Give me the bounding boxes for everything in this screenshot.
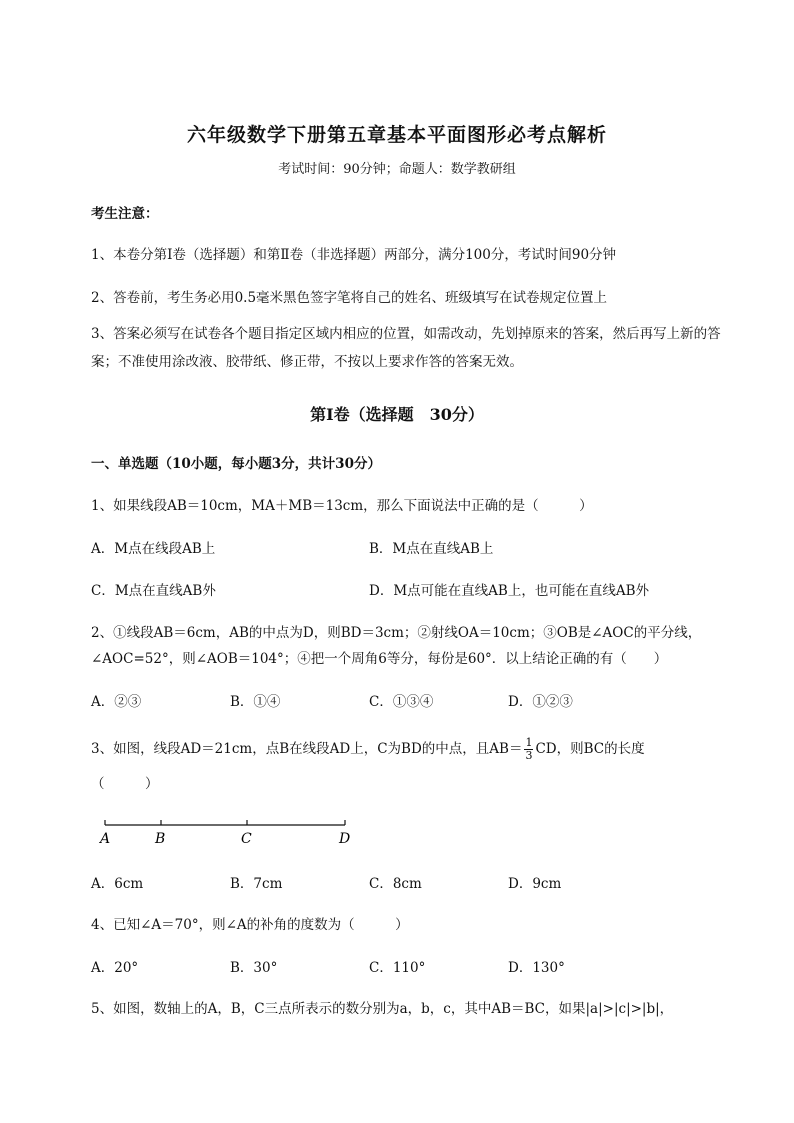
question-4-option-d: D．130° bbox=[508, 960, 565, 976]
question-3-option-a: A．6cm bbox=[91, 876, 144, 892]
question-4-stem: 4、已知∠A＝70°，则∠A的补角的度数为（ ） bbox=[91, 917, 409, 933]
question-1-option-d: D．M点可能在直线AB上，也可能在直线AB外 bbox=[369, 583, 649, 599]
question-1-option-c: C．M点在直线AB外 bbox=[91, 583, 216, 599]
segment-diagram bbox=[95, 815, 365, 850]
notice-item-2: 2、答卷前，考生务必用0.5毫米黑色签字笔将自己的姓名、班级填写在试卷规定位置上 bbox=[91, 290, 608, 306]
question-2-line-1: 2、①线段AB＝6cm，AB的中点为D，则BD＝3cm；②射线OA＝10cm；③OB是∠AOC的平分线， bbox=[91, 625, 702, 641]
question-2-option-d: D．①②③ bbox=[508, 694, 573, 710]
fraction-denominator: 3 bbox=[525, 749, 533, 762]
notice-item-3: 3、答案必须写在试卷各个题目指定区域内相应的位置，如需改动，先划掉原来的答案，然后再写上新的答案；不准使用涂改液、胶带纸、修正带，不按以上要求作答的答案无效。 bbox=[91, 326, 721, 370]
exam-info: 考试时间：90分钟；命题人：数学教研组 bbox=[278, 162, 516, 177]
notice-heading: 考生注意： bbox=[91, 206, 159, 222]
question-3-line-1 bbox=[91, 737, 645, 762]
question-3-option-b: B．7cm bbox=[230, 876, 283, 892]
question-2-line-2: ∠AOC=52°，则∠AOB＝104°；④把一个周角6等分，每份是60°．以上结论正确的有（ ） bbox=[91, 651, 668, 667]
part-heading: 一、单选题（10小题，每小题3分，共计30分） bbox=[91, 456, 381, 472]
question-1-option-a: A．M点在线段AB上 bbox=[91, 541, 216, 557]
question-4-option-c: C．110° bbox=[369, 960, 426, 976]
question-1-stem: 1、如果线段AB＝10cm，MA＋MB＝13cm，那么下面说法中正确的是（ ） bbox=[91, 498, 593, 514]
question-3-line-2: （ ） bbox=[91, 776, 159, 792]
question-3-option-d: D．9cm bbox=[508, 876, 562, 892]
point-label-a: A bbox=[100, 831, 111, 847]
question-2-option-b: B．①④ bbox=[230, 694, 281, 710]
question-1-option-b: B．M点在直线AB上 bbox=[369, 541, 494, 557]
fraction-numerator: 1 bbox=[525, 736, 533, 749]
question-4-option-b: B．30° bbox=[230, 960, 278, 976]
point-label-b: B bbox=[155, 831, 166, 847]
question-4-option-a: A．20° bbox=[91, 960, 139, 976]
fraction bbox=[524, 737, 533, 762]
page-title: 六年级数学下册第五章基本平面图形必考点解析 bbox=[186, 124, 607, 146]
question-2-option-a: A．②③ bbox=[91, 694, 142, 710]
question-3-text-b: CD，则BC的长度 bbox=[535, 741, 645, 757]
question-3-option-c: C．8cm bbox=[369, 876, 422, 892]
question-2-option-c: C．①③④ bbox=[369, 694, 434, 710]
point-label-d: D bbox=[339, 831, 351, 847]
notice-item-1: 1、本卷分第Ⅰ卷（选择题）和第Ⅱ卷（非选择题）两部分，满分100分，考试时间90分钟 bbox=[91, 247, 617, 263]
section-heading: 第Ⅰ卷（选择题 30分） bbox=[310, 405, 484, 424]
question-3-text-a: 3、如图，线段AD＝21cm，点B在线段AD上，C为BD的中点，且AB＝ bbox=[91, 741, 523, 757]
question-5-stem: 5、如图，数轴上的A，B，C三点所表示的数分别为a，b，c，其中AB＝BC，如果|a|>|c|>|b|， bbox=[91, 1001, 674, 1017]
point-label-c: C bbox=[241, 831, 252, 847]
